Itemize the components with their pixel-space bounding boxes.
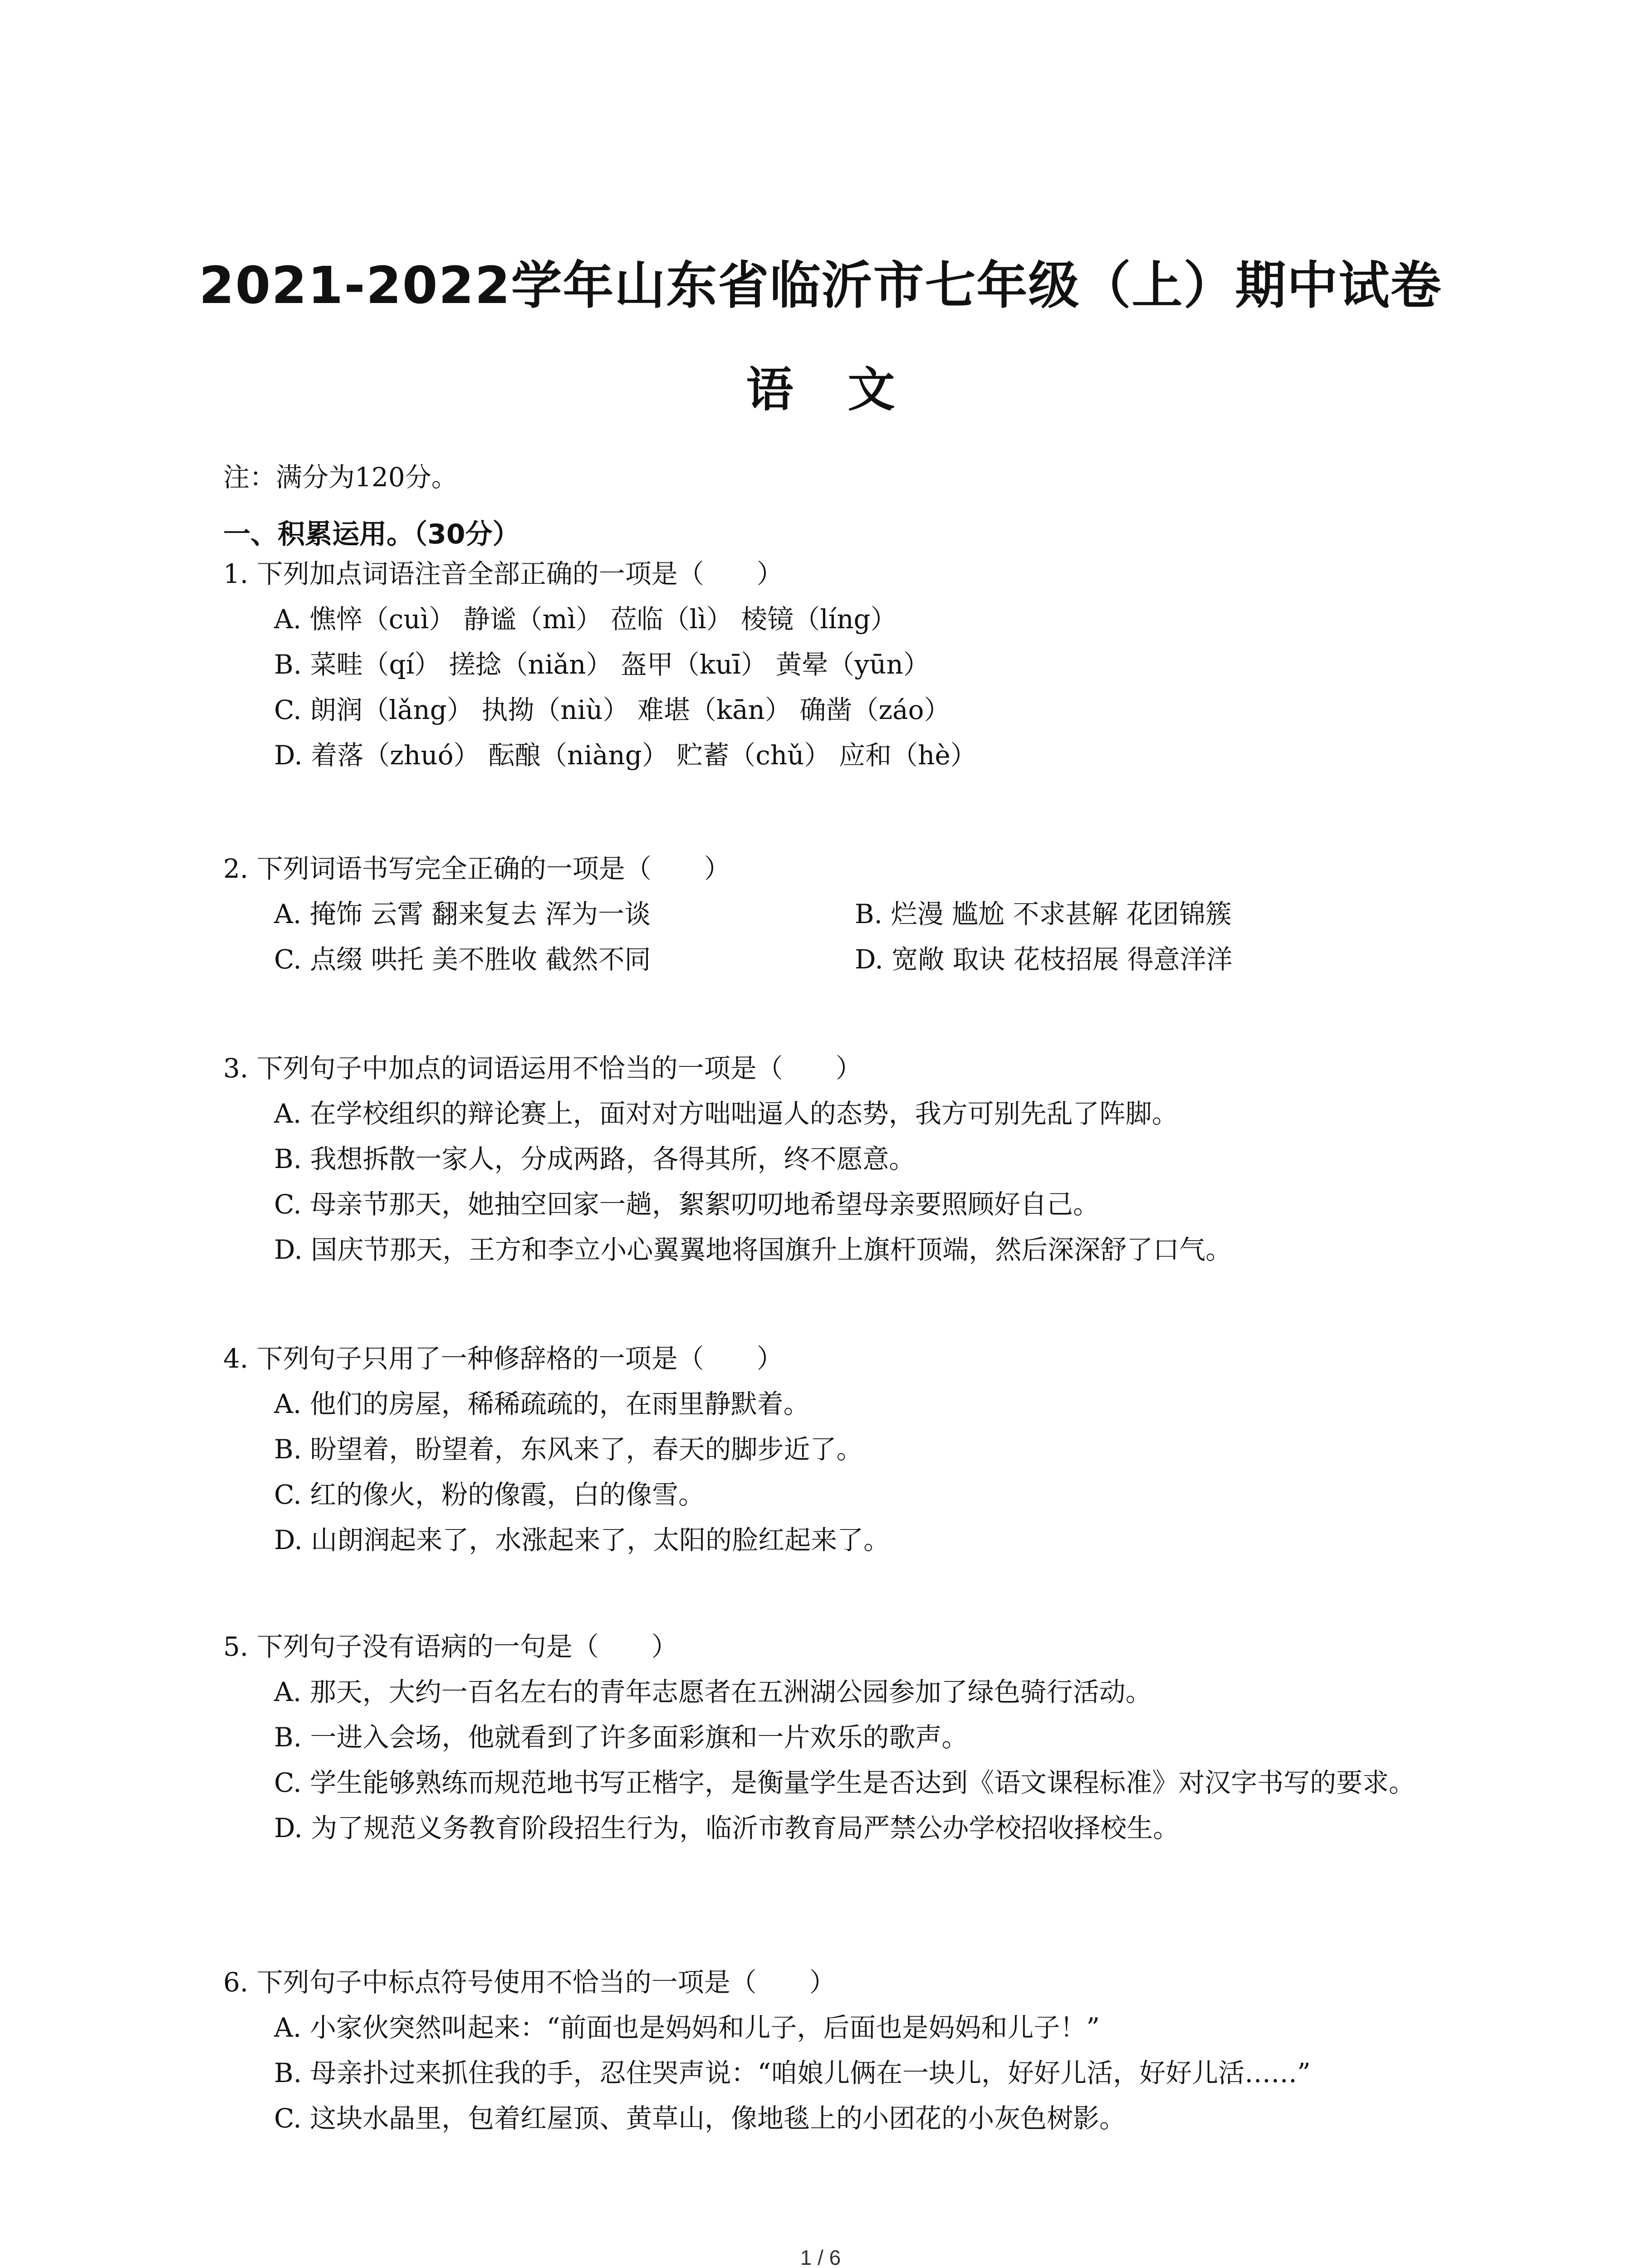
question-5 (223, 1624, 1448, 1851)
score-note: 注：满分为120分。 (223, 462, 458, 493)
page-number: 1 / 6 (800, 2246, 841, 2268)
option-d: D. 山朗润起来了，水涨起来了，太阳的脸红起来了。 (274, 1525, 890, 1555)
option-d: D. 为了规范义务教育阶段招生行为，临沂市教育局严禁公办学校招收择校生。 (274, 1813, 1180, 1843)
question-stem: 4. 下列句子只用了一种修辞格的一项是（ ） (223, 1343, 783, 1374)
option-a: A. 憔悴（cuì） 静谧（mì） 莅临（lì） 棱镜（líng） (274, 604, 897, 635)
option-c: C. 这块水晶里，包着红屋顶、黄草山，像地毯上的小团花的小灰色树影。 (274, 2103, 1126, 2134)
section-heading: 一、积累运用。（30分） (223, 518, 520, 550)
option-a: A. 小家伙突然叫起来：“前面也是妈妈和儿子，后面也是妈妈和儿子！” (274, 2012, 1100, 2043)
option-b: B. 菜畦（qí） 搓捻（niǎn） 盔甲（kuī） 黄晕（yūn） (274, 649, 930, 680)
option-b: B. 一进入会场，他就看到了许多面彩旗和一片欢乐的歌声。 (274, 1722, 968, 1753)
option-c: C. 母亲节那天，她抽空回家一趟，絮絮叨叨地希望母亲要照顾好自己。 (274, 1189, 1100, 1220)
question-stem: 1. 下列加点词语注音全部正确的一项是（ ） (223, 558, 783, 589)
question-4 (223, 1336, 1448, 1563)
question-1 (223, 551, 1448, 778)
question-stem: 3. 下列句子中加点的词语运用不恰当的一项是（ ） (223, 1053, 862, 1084)
option-a: A. 在学校组织的辩论赛上，面对对方咄咄逼人的态势，我方可别先乱了阵脚。 (274, 1098, 1178, 1129)
option-a: A. 那天，大约一百名左右的青年志愿者在五洲湖公园参加了绿色骑行活动。 (274, 1677, 1152, 1707)
option-d: D. 着落（zhuó） 酝酿（niàng） 贮蓄（chǔ） 应和（hè） (274, 740, 977, 771)
option-a: A. 他们的房屋，稀稀疏疏的，在雨里静默着。 (274, 1388, 810, 1419)
option-c: C. 学生能够熟练而规范地书写正楷字，是衡量学生是否达到《语文课程标准》对汉字书写的要求。 (274, 1767, 1416, 1798)
option-d: D. 国庆节那天，王方和李立小心翼翼地将国旗升上旗杆顶端，然后深深舒了口气。 (274, 1234, 1232, 1265)
option-a: A. 掩饰 云霄 翻来复去 浑为一谈 (274, 899, 651, 929)
option-c: C. 朗润（lǎng） 执拗（niù） 难堪（kān） 确凿（záo） (274, 694, 950, 725)
option-b: B. 盼望着，盼望着，东风来了，春天的脚步近了。 (274, 1434, 863, 1465)
option-b: B. 烂漫 尴尬 不求甚解 花团锦簇 (855, 899, 1232, 929)
question-6 (223, 1960, 1448, 2141)
option-b: B. 我想拆散一家人，分成两路，各得其所，终不愿意。 (274, 1144, 916, 1174)
option-c: C. 红的像火，粉的像霞，白的像雪。 (274, 1479, 705, 1510)
question-3 (223, 1046, 1448, 1272)
option-c: C. 点缀 哄托 美不胜收 截然不同 (274, 944, 651, 975)
question-stem: 2. 下列词语书写完全正确的一项是（ ） (223, 853, 730, 884)
question-stem: 5. 下列句子没有语病的一句是（ ） (223, 1631, 678, 1662)
exam-subject: 语文 (746, 362, 950, 417)
option-grid (223, 891, 1448, 982)
question-stem: 6. 下列句子中标点符号使用不恰当的一项是（ ） (223, 1967, 836, 1998)
question-2 (223, 846, 1448, 982)
exam-title: 2021-2022学年山东省临沂市七年级（上）期中试卷 (199, 256, 1442, 315)
option-d: D. 宽敞 取诀 花枝招展 得意洋洋 (855, 944, 1233, 975)
option-b: B. 母亲扑过来抓住我的手，忍住哭声说：“咱娘儿俩在一块儿，好好儿活，好好儿活……” (274, 2058, 1311, 2088)
